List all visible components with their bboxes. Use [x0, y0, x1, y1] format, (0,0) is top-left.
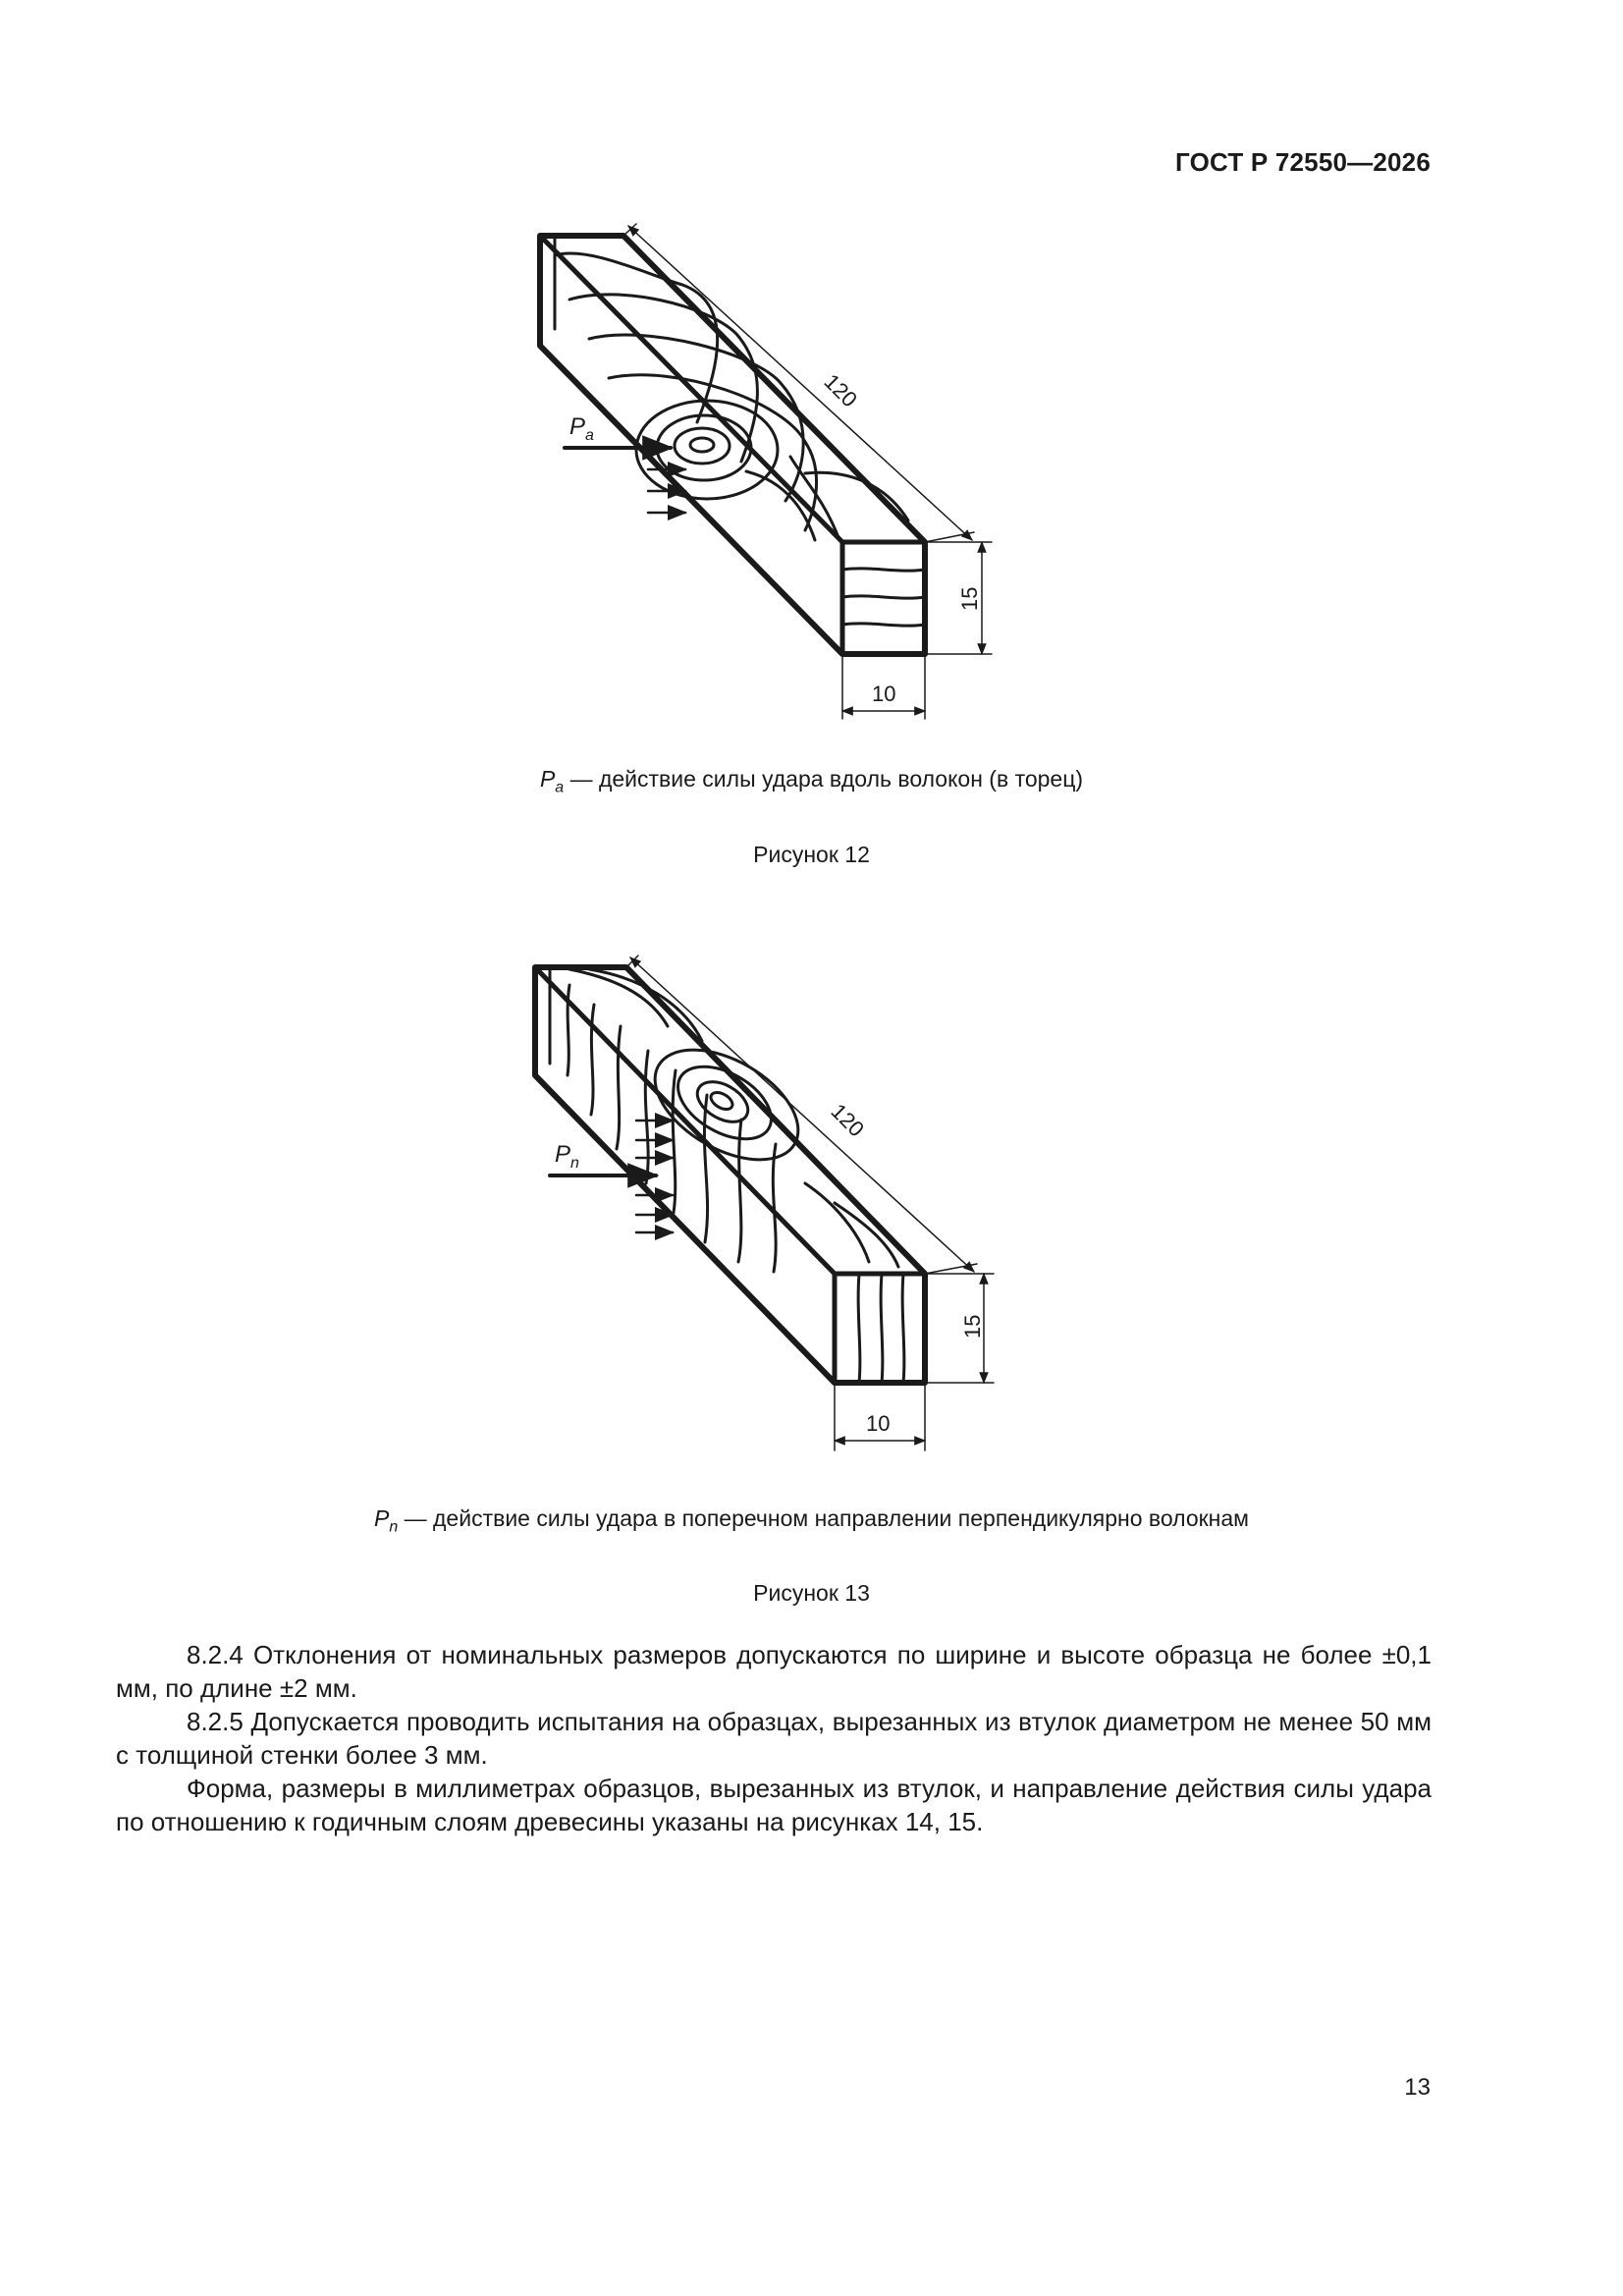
body-text	[116, 1638, 1432, 1838]
dim-height-label: 15	[957, 586, 982, 611]
figure-12-caption: Рисунок 12	[753, 842, 870, 867]
figure-13-drawing	[511, 948, 1021, 1463]
force-label: $P_a$	[569, 413, 594, 444]
figure-13-legend	[0, 1505, 1623, 1537]
force-label: $P_n$	[555, 1141, 579, 1172]
dim-height-label: 15	[960, 1314, 985, 1339]
figure-12-legend	[0, 766, 1623, 797]
page-number: 13	[1404, 2074, 1431, 2101]
paragraph-8-2-5: 8.2.5 Допускается проводить испытания на образцах, вырезанных из втулок диаметром не менее 50 мм с толщиной стенки более 3 мм.	[116, 1707, 1432, 1770]
document-code: ГОСТ Р 72550—2026	[1175, 147, 1431, 177]
dim-length-label: 120	[826, 1098, 870, 1142]
dim-width-label: 10	[872, 682, 896, 706]
legend-symbol: $P_a$	[539, 766, 565, 796]
paragraph-8-2-4: 8.2.4 Отклонения от номинальных размеров допускаются по ширине и высоте образца не более ±0,1 мм, по длине ±2 мм.	[116, 1640, 1432, 1703]
dim-length-label: 120	[819, 368, 863, 412]
legend-text: — действие силы удара в поперечном направлении перпендикулярно волокнам	[398, 1505, 1249, 1531]
figure-13-caption: Рисунок 13	[753, 1580, 870, 1606]
dim-width-label: 10	[866, 1411, 891, 1436]
legend-symbol: $P_n$	[373, 1505, 399, 1536]
paragraph-form-sizes: Форма, размеры в миллиметрах образцов, вырезанных из втулок, и направление действия силы удара по отношению к годичным слоям древесины указаны на рисунках 14, 15.	[116, 1774, 1432, 1836]
legend-text: — действие силы удара вдоль волокон (в торец)	[564, 766, 1084, 792]
figure-12-drawing	[511, 216, 1021, 746]
